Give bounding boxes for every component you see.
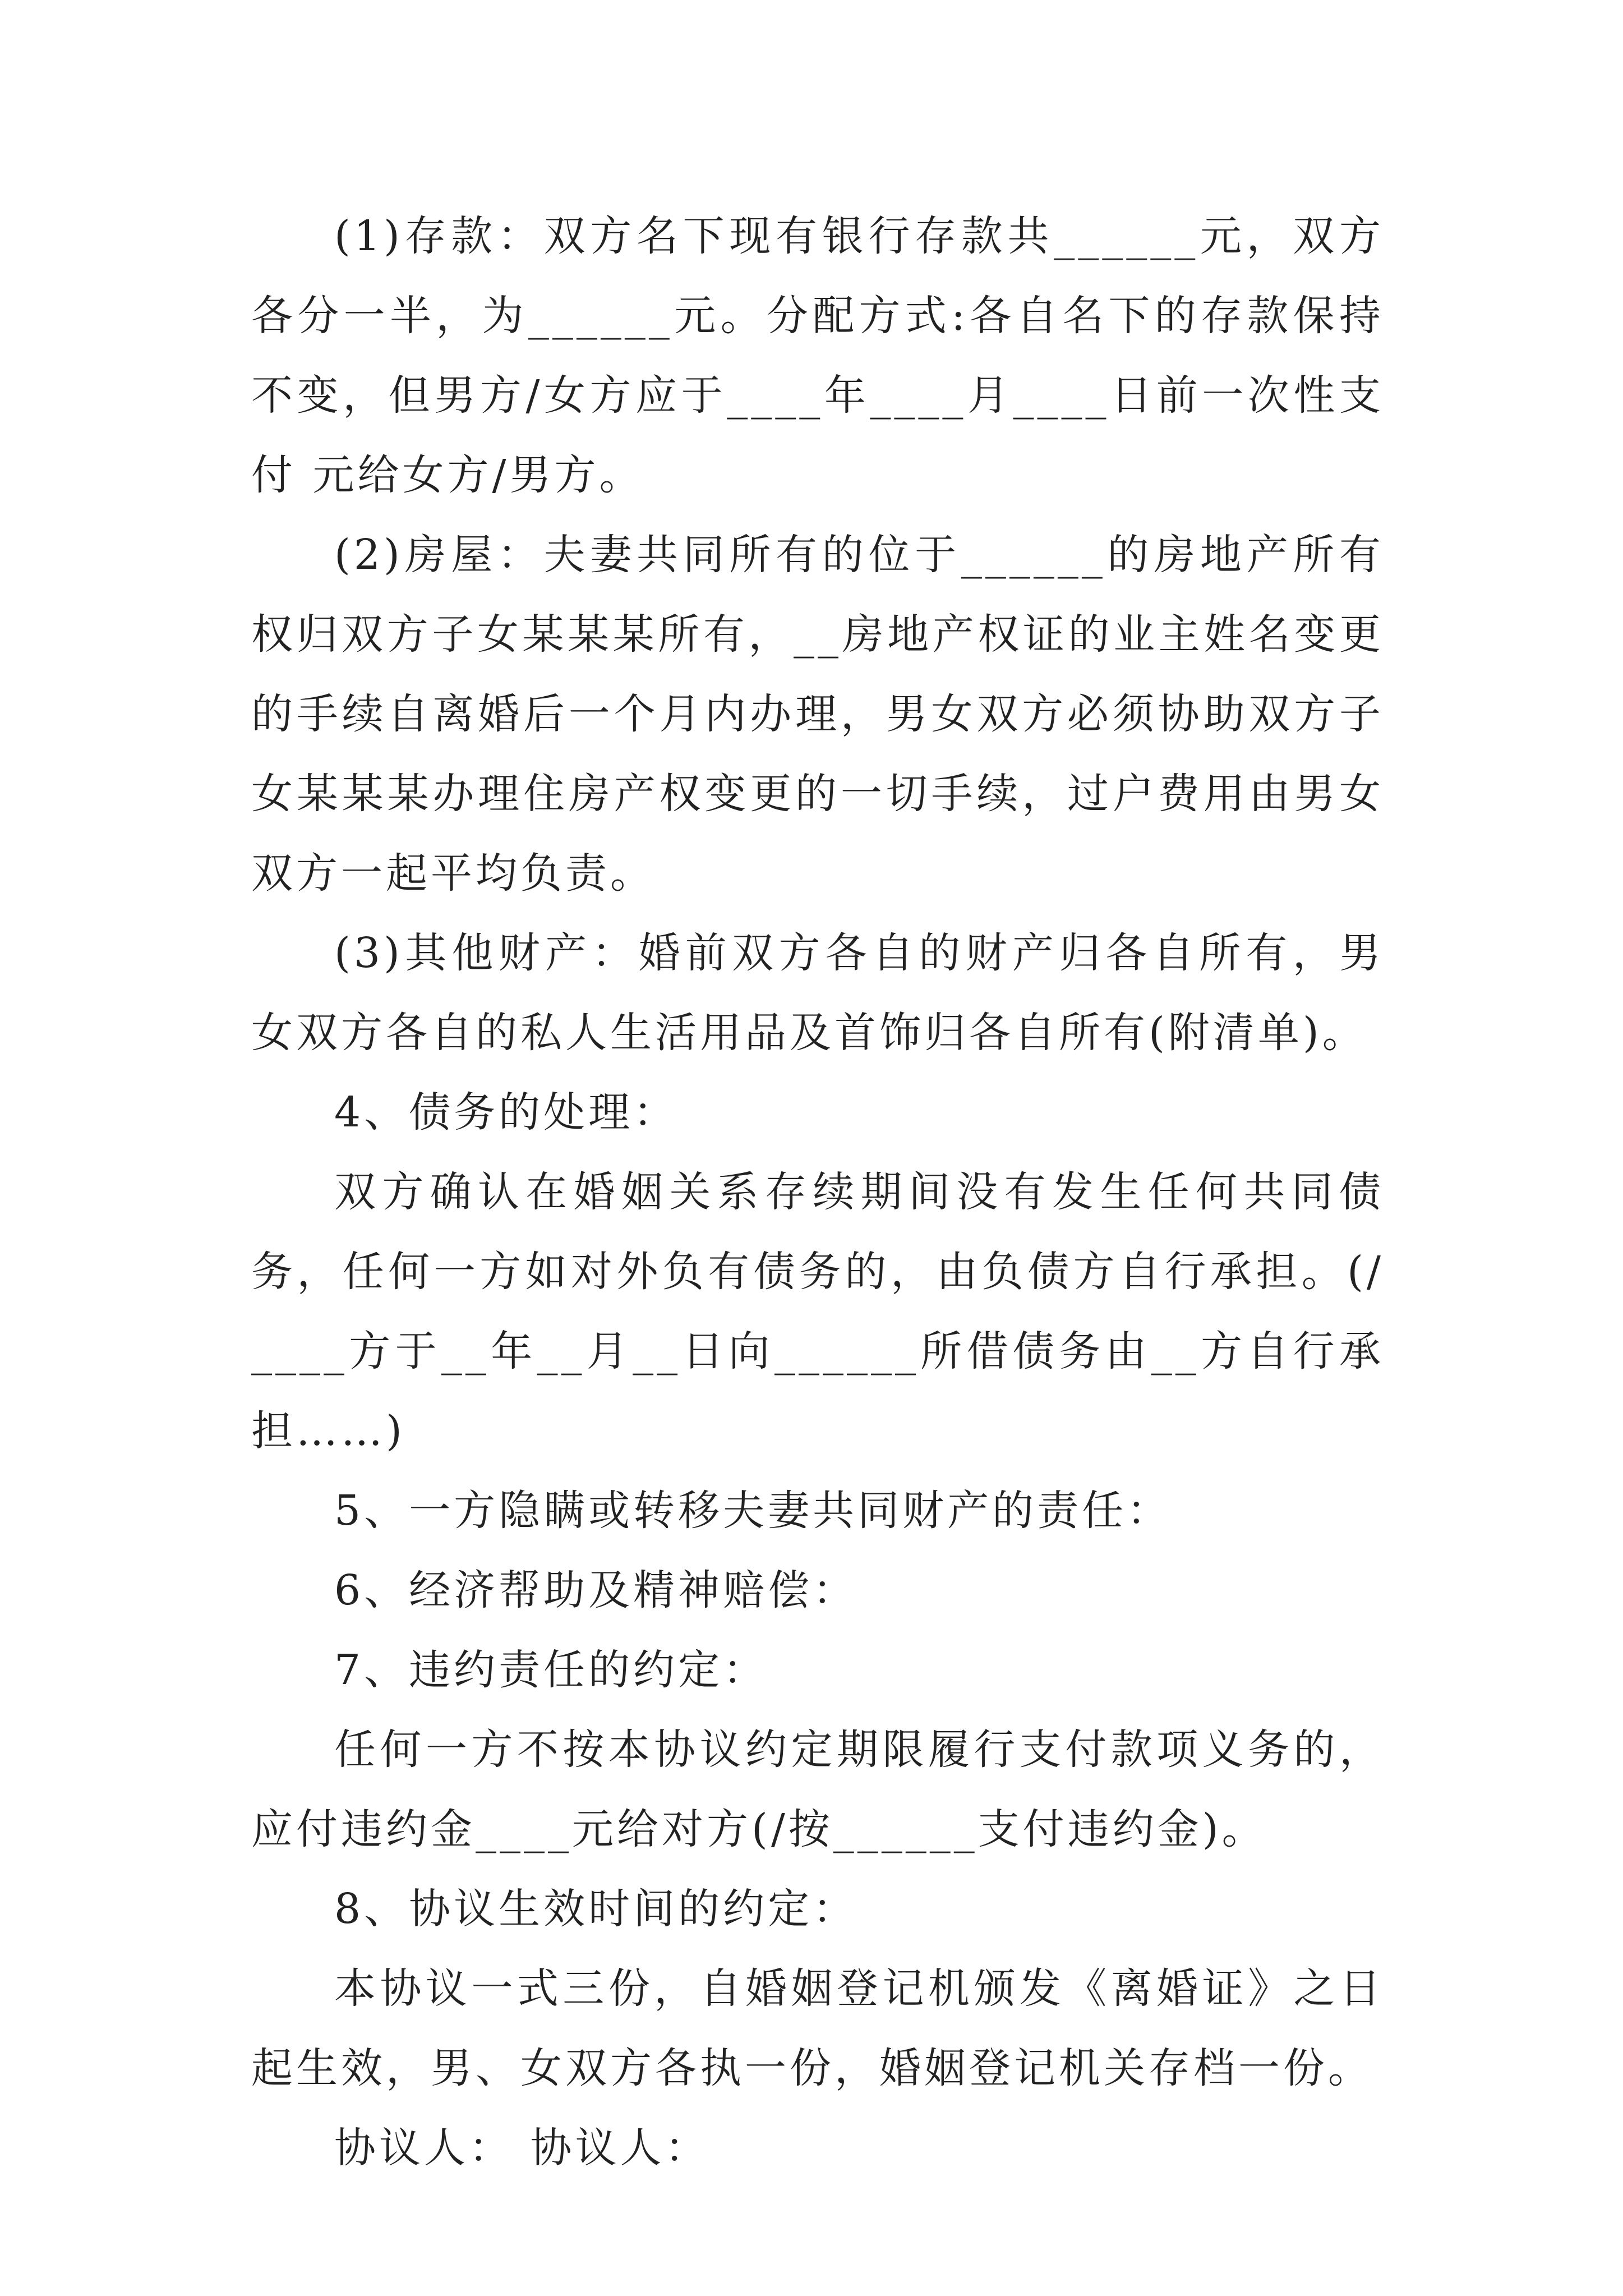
heading-effective-time: 8、协议生效时间的约定： [334, 1885, 858, 1933]
paragraph-breach: 任何一方不按本协议约定期限履行支付款项义务的，应付违约金____元给对方(/按______支付违约金)。 [251, 1726, 1384, 1853]
paragraph-other-property: (3)其他财产：婚前双方各自的财产归各自所有，男女双方各自的私人生活用品及首饰归各自所有(附清单)。 [251, 929, 1384, 1057]
signature-line: 协议人： 协议人： [334, 2124, 710, 2172]
paragraph-effective: 本协议一式三份，自婚姻登记机颁发《离婚证》之日起生效，男、女双方各执一份，婚姻登记机关存档一份。 [251, 1964, 1384, 2092]
heading-debt-handling: 4、债务的处理： [334, 1088, 679, 1137]
paragraph-deposit: (1)存款：双方名下现有银行存款共______元，双方各分一半，为______元。分配方式:各自名下的存款保持不变，但男方/女方应于____年____月____日前一次性支付 元给女方/男方。 [251, 212, 1384, 499]
paragraph-house: (2)房屋：夫妻共同所有的位于______的房地产所有权归双方子女某某某所有，__房地产权证的业主姓名变更的手续自离婚后一个月内办理，男女双方必须协助双方子女某某某办理住房产权变更的一切手续，过户费用由男女双方一起平均负责。 [251, 531, 1384, 898]
heading-concealment-liability: 5、一方隐瞒或转移夫妻共同财产的责任： [334, 1487, 1172, 1535]
heading-economic-help: 6、经济帮助及精神赔偿： [334, 1566, 858, 1614]
paragraph-debt: 双方确认在婚姻关系存续期间没有发生任何共同债务，任何一方如对外负有债务的，由负债方自行承担。(/____方于__年__月__日向______所借债务由__方自行承担……) [251, 1168, 1384, 1455]
heading-breach-liability: 7、违约责任的约定： [334, 1646, 768, 1694]
document-body [251, 196, 1384, 2188]
